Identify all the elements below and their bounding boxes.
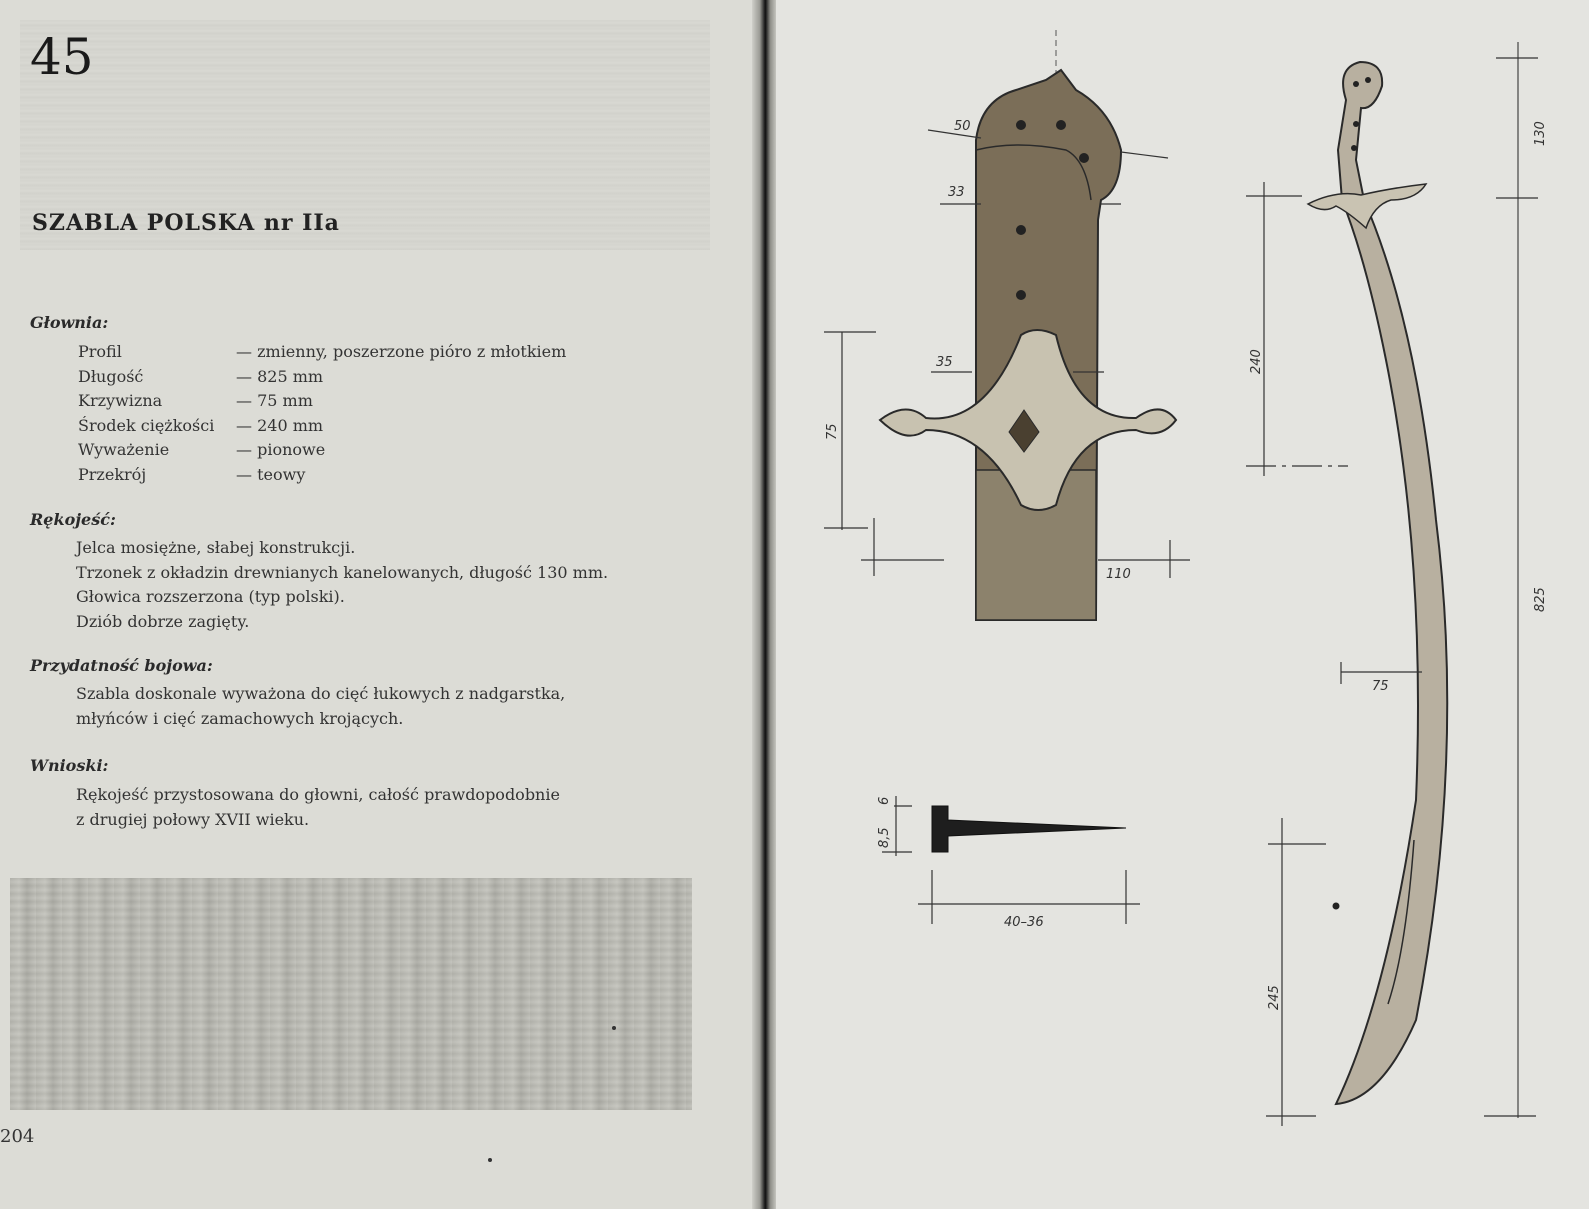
dimension-label: 130 [1533, 121, 1548, 146]
dimension-label: 6 [877, 796, 892, 805]
sabre-crossguard [1308, 184, 1426, 228]
dimension-label: 50 [954, 119, 971, 134]
spec-label: Długość [78, 366, 144, 386]
spec-label: Przekrój [78, 464, 147, 484]
spec-label: Profil [78, 342, 122, 361]
spec-row [78, 365, 566, 390]
dimension-label: 110 [1106, 567, 1131, 582]
blade-spec-table [78, 340, 566, 487]
dimension-label: 35 [936, 355, 953, 370]
section-heading-hilt: Rękojeść: [30, 510, 116, 529]
dimension-label: 75 [1372, 679, 1389, 694]
dimension-label: 825 [1533, 587, 1548, 612]
section-heading-conclusions: Wnioski: [30, 756, 109, 775]
spec-value: — zmienny, poszerzone pióro z młotkiem [236, 342, 567, 361]
speck [612, 1026, 616, 1030]
spec-value: — 240 mm [236, 415, 324, 435]
spec-value: — teowy [236, 464, 306, 484]
technical-drawings [776, 0, 1589, 1209]
section-heading-blade: Głownia: [30, 313, 109, 332]
spec-label: Wyważenie [78, 440, 170, 459]
page-title: SZABLA POLSKA nr IIa [32, 210, 340, 236]
text-line: Szabla doskonale wyważona do cięć łukowych z nadgarstka, [76, 684, 566, 703]
conclusions-paragraph [76, 783, 560, 832]
dimension-label: 245 [1267, 985, 1282, 1010]
spec-row [78, 389, 566, 414]
text-line: młyńców i cięć zamachowych krojących. [76, 708, 404, 728]
full-sabre-drawing [1246, 42, 1548, 1126]
hilt-paragraph [76, 536, 608, 634]
spec-row [78, 463, 566, 488]
blade-cross-section-drawing [877, 796, 1140, 930]
spec-row [78, 340, 566, 365]
dimension-label: 40–36 [1004, 915, 1044, 930]
left-page [0, 0, 762, 1209]
hilt-closeup-drawing [824, 30, 1190, 620]
book-gutter [752, 0, 778, 1209]
dimension-label: 240 [1249, 349, 1264, 374]
text-line: Głowica rozszerzona (typ polski). [76, 587, 345, 606]
text-line: Trzonek z okładzin drewnianych kanelowanych, długość 130 mm. [76, 562, 609, 582]
spec-label: Krzywizna [78, 391, 163, 410]
spec-value: — 75 mm [236, 391, 313, 410]
spec-value: — 825 mm [236, 366, 324, 386]
speck [488, 1158, 492, 1162]
text-line: Dziób dobrze zagięty. [76, 611, 250, 631]
spec-row [78, 414, 566, 439]
dimension-label: 75 [825, 423, 840, 440]
spec-value: — pionowe [236, 440, 326, 459]
dimension-label: 8,5 [877, 827, 892, 848]
spec-label: Środek ciężkości [78, 415, 215, 435]
section-heading-combat: Przydatność bojowa: [30, 656, 213, 675]
scan-noise-band [10, 878, 692, 1110]
plate-number: 45 [30, 28, 94, 86]
sabre-outline [1336, 62, 1447, 1104]
text-line: z drugiej połowy XVII wieku. [76, 809, 310, 829]
spec-row [78, 438, 566, 463]
text-line: Jelca mosiężne, słabej konstrukcji. [76, 538, 356, 557]
dimension-label: 33 [948, 185, 965, 200]
page-number: 204 [0, 1126, 35, 1147]
text-line: Rękojeść przystosowana do głowni, całość prawdopodobnie [76, 785, 560, 804]
combat-paragraph [76, 682, 565, 731]
